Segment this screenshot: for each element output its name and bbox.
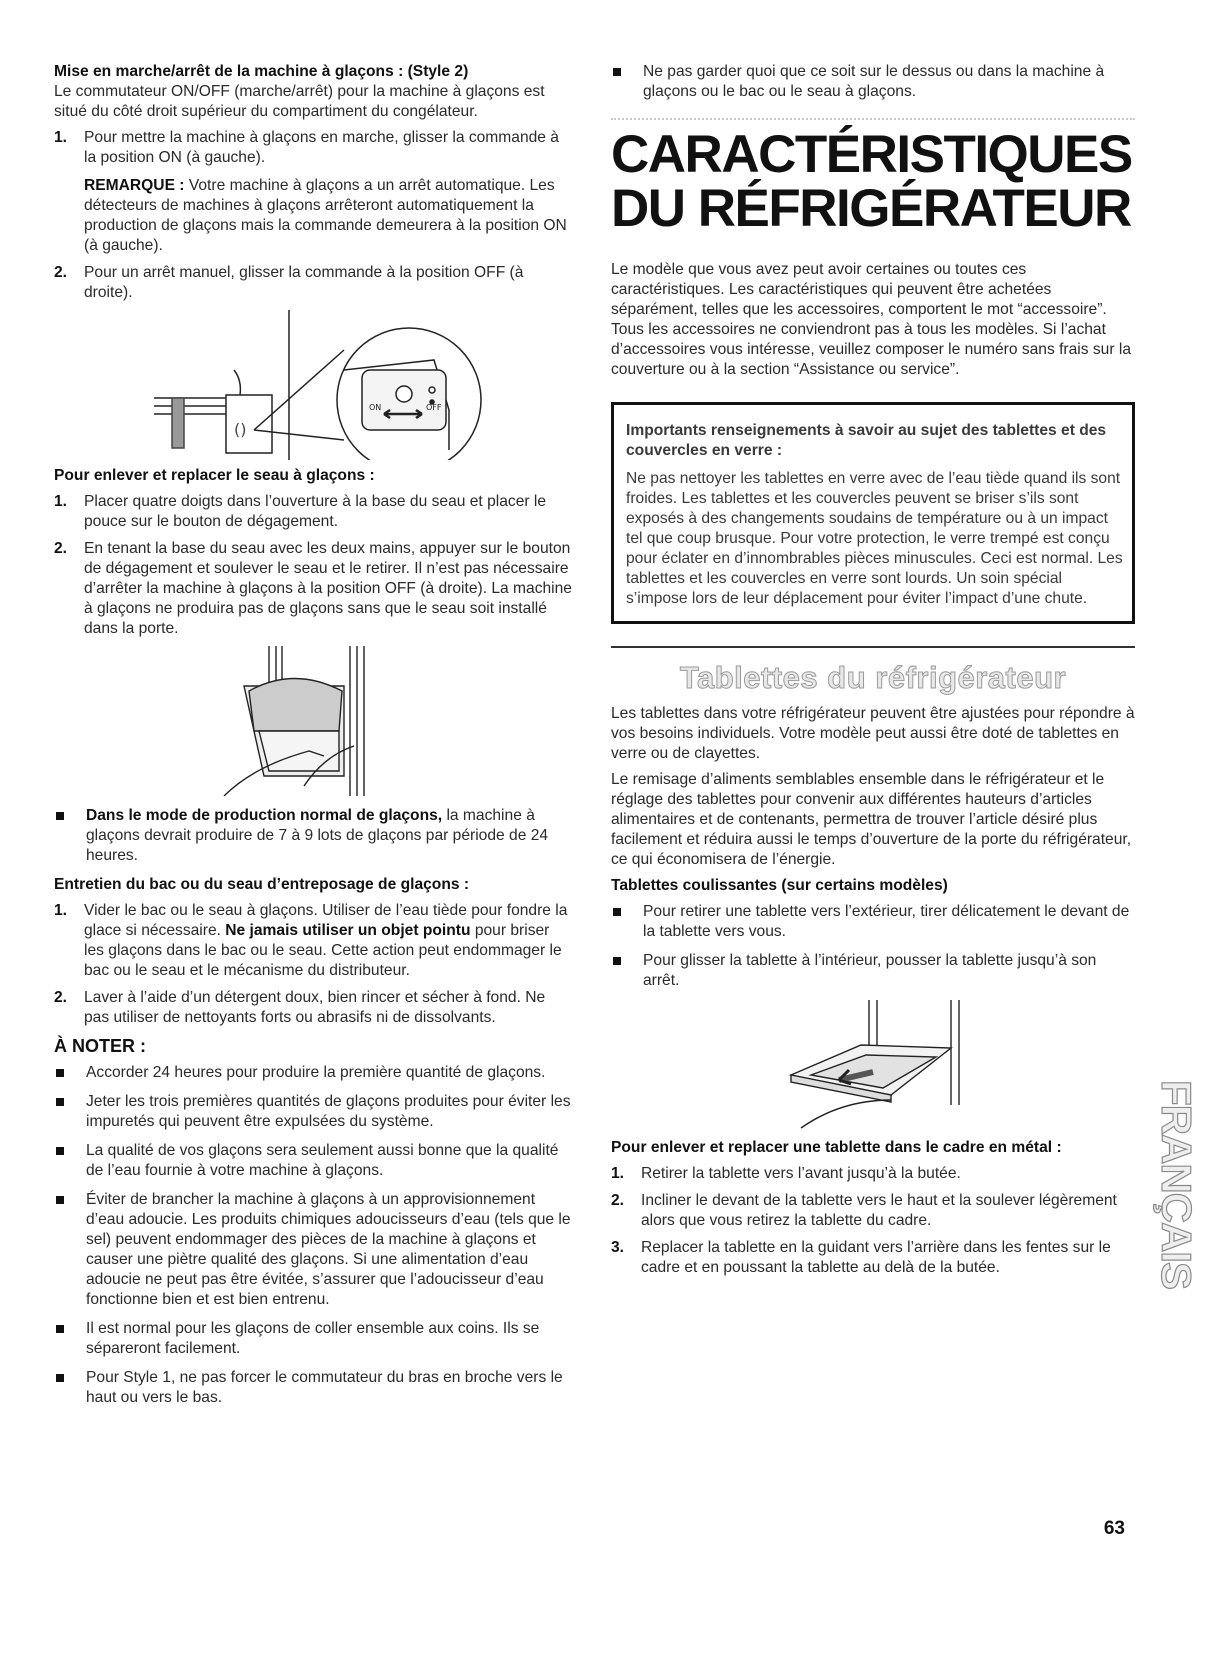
- sliding-shelves-heading: Tablettes coulissantes (sur certains modèles): [611, 877, 948, 894]
- step-text: Incliner le devant de la tablette vers le haut et la soulever légèrement alors que vous retirez la tablette du cadre.: [641, 1192, 1117, 1229]
- step-number: 2.: [54, 989, 68, 1006]
- ice-bucket-illustration: [54, 646, 572, 796]
- step-text: Replacer la tablette en la guidant vers l’arrière dans les fentes sur le cadre et en poussant la tablette au delà de la butée.: [641, 1239, 1111, 1276]
- list-item: [54, 1092, 572, 1132]
- divider: [611, 118, 1135, 120]
- left-column: [54, 62, 572, 1417]
- sliding-item-text: Pour retirer une tablette vers l’extérieur, tirer délicatement le devant de la tablette vers vous.: [643, 903, 1130, 940]
- remark: [84, 176, 572, 256]
- language-tab-graphic: [1152, 1080, 1202, 1650]
- note-item-text: Il est normal pour les glaçons de coller ensemble aux coins. Ils se sépareront facilement.: [86, 1320, 540, 1357]
- note-list: [54, 1063, 572, 1408]
- step-text: Pour mettre la machine à glaçons en marche, glisser la commande à la position ON (à gauche).: [84, 129, 559, 166]
- list-item: [54, 263, 572, 303]
- bullet-icon: [56, 1374, 64, 1382]
- care-step1-bold: Ne jamais utiliser un objet pointu: [225, 922, 471, 939]
- bullet-icon: [613, 957, 621, 965]
- list-item: [54, 988, 572, 1028]
- list-item: [611, 951, 1135, 991]
- language-tab-label: FRANÇAIS: [1153, 1080, 1200, 1289]
- step-number: 1.: [54, 493, 68, 510]
- ice-onoff-heading: Mise en marche/arrêt de la machine à glaçons : (Style 2): [54, 63, 469, 80]
- ice-bucket-figure: [54, 646, 572, 796]
- note-item-text: Éviter de brancher la machine à glaçons à un approvisionnement d’eau adoucie. Les produits chimiques adoucisseurs d’eau (tels que le sel) peuvent endommager des pièces de la machine à glaçons et causer une piètre qualité des glaçons. Si une alimentation d’eau adoucie ne peut pas être évitée, s’assurer que l’adoucisseur d’eau fonctionne bien et est bien entrenu.: [86, 1191, 571, 1308]
- sliding-shelves-list: [611, 902, 1135, 991]
- section-divider: [611, 646, 1135, 696]
- note-item-text: La qualité de vos glaçons sera seulement aussi bonne que la qualité de l’eau fournie à votre machine à glaçons.: [86, 1142, 559, 1179]
- switch-on-label: ON: [369, 403, 382, 412]
- bullet-icon: [56, 812, 64, 820]
- frame-shelf-steps: [611, 1164, 1135, 1278]
- list-item: [611, 62, 1135, 102]
- sliding-item-text: Pour glisser la tablette à l’intérieur, pousser la tablette jusqu’à son arrêt.: [643, 952, 1097, 989]
- step-text: En tenant la base du seau avec les deux mains, appuyer sur le bouton de dégagement et soulever le seau et le retirer. Il n’est pas nécessaire d’arrêter la machine à glaçons à la position OFF (à droite). La machine à glaçons ne produira pas de glaçons sans que le seau soit installé dans la porte.: [84, 540, 572, 637]
- step-number: 2.: [54, 264, 68, 281]
- step-text: Placer quatre doigts dans l’ouverture à la base du seau et placer le pouce sur le bouton de dégagement.: [84, 493, 547, 530]
- note-item-text: Accorder 24 heures pour produire la première quantité de glaçons.: [86, 1064, 546, 1081]
- list-item: [54, 1368, 572, 1408]
- note-item-text: Pour Style 1, ne pas forcer le commutateur du bras en broche vers le haut ou vers le bas.: [86, 1369, 563, 1406]
- list-item: [54, 1063, 572, 1083]
- list-item: [54, 1141, 572, 1181]
- list-item: [54, 1319, 572, 1359]
- list-item: [54, 128, 572, 256]
- normal-mode-bold: Dans le mode de production normal de glaçons,: [86, 807, 443, 824]
- top-bullet-list: [611, 62, 1135, 102]
- care-step1-a: Vider le bac ou le seau à glaçons. Utiliser de l’eau tiède pour fondre la glace si nécessaire.: [84, 902, 568, 939]
- care-heading: Entretien du bac ou du seau d’entreposage de glaçons :: [54, 876, 470, 893]
- section-title: Tablettes du réfrigérateur: [679, 660, 1067, 695]
- step-text: Pour un arrêt manuel, glisser la commande à la position OFF (à droite).: [84, 264, 524, 301]
- step-number: 2.: [611, 1192, 625, 1209]
- bullet-icon: [56, 1147, 64, 1155]
- step-number: 1.: [54, 129, 68, 146]
- glass-warning-text: Ne pas nettoyer les tablettes en verre avec de l’eau tiède quand ils sont froides. Les tablettes et les couvercles peuvent se briser s’ils sont exposés à des changements soudains de température ou à un impact tel que coup brusque. Pour votre protection, le verre trempé est conçu pour éclater en d’innombrables pièces minuscules. Ceci est normal. Les tablettes et les couvercles en verre sont lourds. Un soin spécial s’impose lors de leur déplacement pour éviter l’impact d’une chute.: [626, 470, 1123, 607]
- page-title-line1: CARACTÉRISTIQUES: [611, 125, 1132, 184]
- bullet-icon: [56, 1196, 64, 1204]
- care-step1-b: pour briser les glaçons dans le bac ou le seau. Cette action peut endommager le bac ou le seau et le mécanisme du distributeur.: [84, 922, 562, 979]
- page-number: 63: [1103, 1518, 1125, 1539]
- top-bullet-text: Ne pas garder quoi que ce soit sur le dessus ou dans la machine à glaçons ou le bac ou le seau à glaçons.: [643, 63, 1105, 100]
- switch-off-label: OFF: [426, 403, 442, 412]
- bullet-icon: [613, 908, 621, 916]
- sliding-shelf-illustration: [611, 1000, 1135, 1130]
- step-number: 3.: [611, 1239, 625, 1256]
- bucket-steps: [54, 492, 572, 639]
- step-text: Retirer la tablette vers l’avant jusqu’à la butée.: [641, 1165, 961, 1182]
- bullet-icon: [56, 1325, 64, 1333]
- remark-label: REMARQUE :: [84, 177, 185, 194]
- ice-maker-switch-illustration: [54, 310, 572, 460]
- list-item: [54, 1190, 572, 1310]
- ice-maker-switch-figure: [54, 310, 572, 460]
- list-item: [611, 902, 1135, 942]
- glass-warning-heading: Importants renseignements à savoir au sujet des tablettes et des couvercles en verre :: [626, 422, 1107, 459]
- list-item: [611, 1191, 1135, 1231]
- language-side-tab: [1152, 1080, 1202, 1650]
- note-item-text: Jeter les trois premières quantités de glaçons produites pour éviter les impuretés qui peuvent être expulsées du système.: [86, 1093, 571, 1130]
- ice-onoff-intro: Le commutateur ON/OFF (marche/arrêt) pour la machine à glaçons est situé du côté droit supérieur du compartiment du congélateur.: [54, 83, 545, 120]
- bucket-heading: Pour enlever et replacer le seau à glaçons :: [54, 467, 375, 484]
- normal-mode-text: la machine à glaçons devrait produire de 7 à 9 lots de glaçons par période de 24 heures.: [86, 807, 549, 864]
- care-step2: Laver à l’aide d’un détergent doux, bien rincer et sécher à fond. Ne pas utiliser de nettoyants forts ou abrasifs ni de dissolvants.: [84, 989, 546, 1026]
- right-column: [611, 62, 1135, 1285]
- list-item: [54, 539, 572, 639]
- bullet-icon: [56, 1098, 64, 1106]
- page-title-line2: DU RÉFRIGÉRATEUR: [611, 179, 1131, 238]
- svg-text:(): (): [234, 420, 247, 439]
- sliding-shelf-figure: [611, 1000, 1135, 1130]
- list-item: [54, 492, 572, 532]
- step-number: 2.: [54, 540, 68, 557]
- list-item: [611, 1164, 1135, 1184]
- step-number: 1.: [54, 902, 68, 919]
- frame-shelf-heading: Pour enlever et replacer une tablette dans le cadre en métal :: [611, 1139, 1062, 1156]
- bullet-icon: [613, 68, 621, 76]
- ice-onoff-steps: [54, 128, 572, 303]
- bullet-icon: [56, 1069, 64, 1077]
- step-number: 1.: [611, 1165, 625, 1182]
- list-item: [54, 806, 572, 866]
- care-steps: [54, 901, 572, 1028]
- list-item: [54, 901, 572, 981]
- glass-warning-box: [611, 402, 1135, 624]
- remark-text: Votre machine à glaçons a un arrêt automatique. Les détecteurs de machines à glaçons arrêteront automatiquement la production de glaçons mais la commande demeurera à la position ON (à gauche).: [84, 177, 567, 254]
- list-item: [611, 1238, 1135, 1278]
- shelves-para1: Les tablettes dans votre réfrigérateur peuvent être ajustées pour répondre à vos besoins individuels. Votre modèle peut aussi être doté de tablettes en verre ou de clayettes.: [611, 705, 1135, 762]
- normal-mode-list: [54, 806, 572, 866]
- note-heading: À NOTER :: [54, 1036, 146, 1056]
- shelves-para2: Le remisage d’aliments semblables ensemble dans le réfrigérateur et le réglage des tablettes pour convenir aux différentes hauteurs d’articles alimentaires et de contenants, permettra de trouver l’article désiré plus facilement et réduira aussi le temps d’ouverture de la porte du réfrigérateur, ce qui économisera de l’énergie.: [611, 771, 1132, 868]
- features-intro: Le modèle que vous avez peut avoir certaines ou toutes ces caractéristiques. Les caractéristiques qui peuvent être achetées séparément, telles que les accessoires, comportent le mot “accessoire”. Tous les accessoires ne conviendront pas à tous les modèles. Si l’achat d’accessoires vous intéresse, veuillez composer le numéro sans frais sur la couverture ou à la section “Assistance ou service”.: [611, 261, 1132, 378]
